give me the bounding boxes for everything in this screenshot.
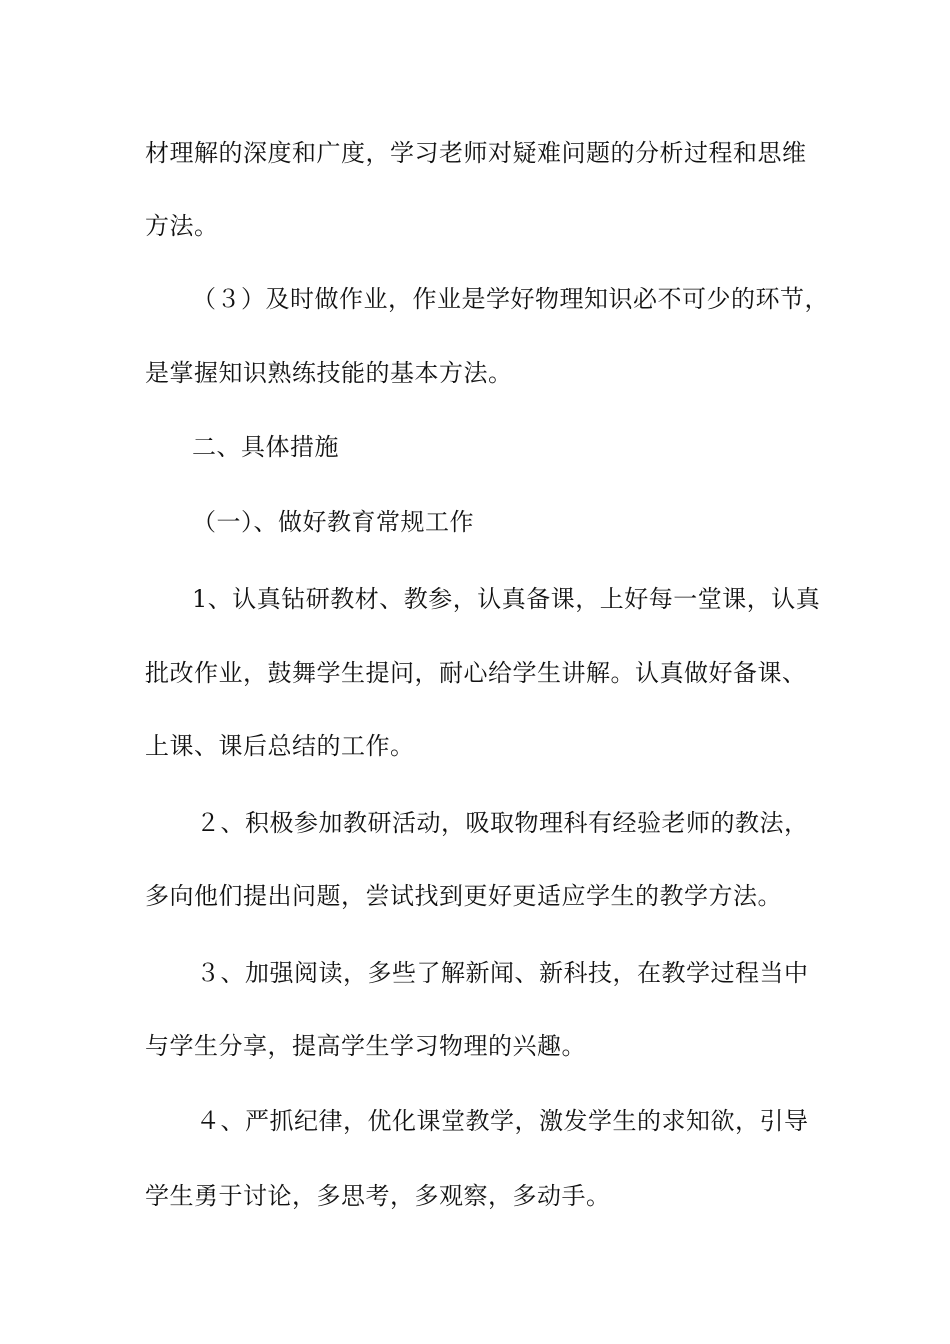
section-heading: 二、具体措施 — [192, 433, 339, 461]
paragraph-line-15: 学生勇于讨论，多思考，多观察，多动手。 — [145, 1182, 611, 1210]
paragraph-line-14: ４、严抓纪律，优化课堂教学，激发学生的求知欲，引导 — [196, 1107, 809, 1135]
paragraph-line-1: 材理解的深度和广度，学习老师对疑难问题的分析过程和思维 — [145, 139, 807, 167]
paragraph-line-7: 1、认真钻研教材、教参，认真备课，上好每一堂课，认真 — [192, 585, 821, 613]
paragraph-line-11: 多向他们提出问题，尝试找到更好更适应学生的教学方法。 — [145, 882, 782, 910]
paragraph-line-4: 是掌握知识熟练技能的基本方法。 — [145, 359, 513, 387]
paragraph-line-8: 批改作业，鼓舞学生提问，耐心给学生讲解。认真做好备课、 — [145, 659, 807, 687]
paragraph-line-9: 上课、课后总结的工作。 — [145, 732, 415, 760]
paragraph-line-13: 与学生分享，提高学生学习物理的兴趣。 — [145, 1032, 586, 1060]
paragraph-line-10: ２、积极参加教研活动，吸取物理科有经验老师的教法， — [196, 809, 809, 837]
paragraph-line-12: ３、加强阅读，多些了解新闻、新科技，在教学过程当中 — [196, 959, 809, 987]
paragraph-line-2: 方法。 — [145, 212, 219, 240]
paragraph-line-3: （３）及时做作业，作业是学好物理知识必不可少的环节， — [192, 285, 829, 313]
subsection-heading: （一）、做好教育常规工作 — [192, 508, 474, 536]
